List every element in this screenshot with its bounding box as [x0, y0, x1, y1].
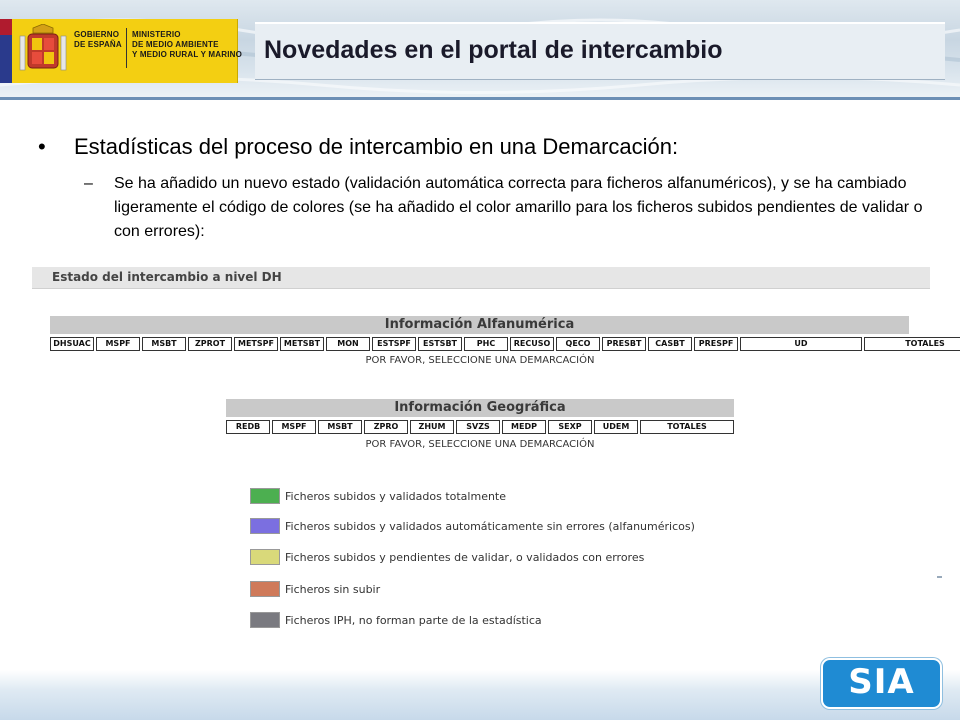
alfa-button-phc[interactable]: PHC — [464, 337, 508, 351]
estado-header — [32, 267, 930, 289]
government-label: GOBIERNO DE ESPAÑA — [74, 30, 122, 49]
spain-flag-stripe — [0, 19, 12, 83]
geo-button-medp[interactable]: MEDP — [502, 420, 546, 434]
alfa-button-mspf[interactable]: MSPF — [96, 337, 140, 351]
header-divider — [0, 97, 960, 100]
alfa-button-row — [50, 337, 945, 351]
alfa-prompt: POR FAVOR, SELECCIONE UNA DEMARCACIÓN — [365, 355, 595, 366]
geo-button-zpro[interactable]: ZPRO — [364, 420, 408, 434]
alfa-button-totales[interactable]: TOTALES — [864, 337, 960, 351]
alfa-button-prespf[interactable]: PRESPF — [694, 337, 738, 351]
alfa-button-metspf[interactable]: METSPF — [234, 337, 278, 351]
coat-of-arms-icon — [18, 24, 68, 80]
estado-title: Estado del intercambio a nivel DH — [52, 270, 282, 284]
geo-button-zhum[interactable]: ZHUM — [410, 420, 454, 434]
alfa-button-msbt[interactable]: MSBT — [142, 337, 186, 351]
geo-button-totales[interactable]: TOTALES — [640, 420, 734, 434]
geo-button-redb[interactable]: REDB — [226, 420, 270, 434]
alfa-button-presbt[interactable]: PRESBT — [602, 337, 646, 351]
legend-swatch — [250, 549, 280, 565]
legend-swatch — [250, 612, 280, 628]
legend-swatch — [250, 581, 280, 597]
alfa-button-metsbt[interactable]: METSBT — [280, 337, 324, 351]
stray-mark — [937, 576, 942, 578]
alfa-button-estspf[interactable]: ESTSPF — [372, 337, 416, 351]
ministry-label: MINISTERIO DE MEDIO AMBIENTE Y MEDIO RURAL Y MARINO — [132, 30, 243, 59]
bullet-glyph: • — [38, 134, 46, 159]
legend-swatch — [250, 488, 280, 504]
legend-label: Ficheros sin subir — [285, 583, 381, 596]
geo-button-msbt[interactable]: MSBT — [318, 420, 362, 434]
logo-divider — [126, 28, 127, 68]
sia-logo-text: SIA — [848, 662, 915, 702]
page-title: Novedades en el portal de intercambio — [264, 36, 723, 64]
geo-button-row — [226, 420, 734, 434]
alfa-section-title: Información Alfanumérica — [50, 316, 909, 334]
alfa-button-recuso[interactable]: RECUSO — [510, 337, 554, 351]
geo-button-svzs[interactable]: SVZS — [456, 420, 500, 434]
main-bullet-text: Estadísticas del proceso de intercambio en una Demarcación: — [74, 134, 679, 159]
legend-label: Ficheros subidos y validados totalmente — [285, 490, 507, 503]
geo-section-title: Información Geográfica — [226, 399, 734, 417]
sia-logo — [821, 658, 942, 709]
legend-swatch — [250, 518, 280, 534]
alfa-button-zprot[interactable]: ZPROT — [188, 337, 232, 351]
alfa-button-qeco[interactable]: QECO — [556, 337, 600, 351]
alfa-button-estsbt[interactable]: ESTSBT — [418, 337, 462, 351]
legend-label: Ficheros IPH, no forman parte de la estadística — [285, 614, 542, 627]
sub-bullet-dash: – — [84, 175, 93, 192]
legend-label: Ficheros subidos y pendientes de validar, o validados con errores — [285, 551, 645, 564]
legend-label: Ficheros subidos y validados automáticamente sin errores (alfanuméricos) — [285, 520, 695, 533]
alfa-button-dhsuac[interactable]: DHSUAC — [50, 337, 94, 351]
geo-button-udem[interactable]: UDEM — [594, 420, 638, 434]
geo-prompt: POR FAVOR, SELECCIONE UNA DEMARCACIÓN — [365, 439, 595, 450]
alfa-button-casbt[interactable]: CASBT — [648, 337, 692, 351]
alfa-button-ud[interactable]: UD — [740, 337, 862, 351]
sub-bullet-text: Se ha añadido un nuevo estado (validación automática correcta para ficheros alfanuméricos), y se ha cambiado ligeramente el código de colores (se ha añadido el color amarillo para los ficheros subidos pendientes de validar o con errores): — [114, 175, 923, 240]
footer-banner — [0, 670, 960, 720]
alfa-button-mon[interactable]: MON — [326, 337, 370, 351]
geo-button-sexp[interactable]: SEXP — [548, 420, 592, 434]
geo-button-mspf[interactable]: MSPF — [272, 420, 316, 434]
